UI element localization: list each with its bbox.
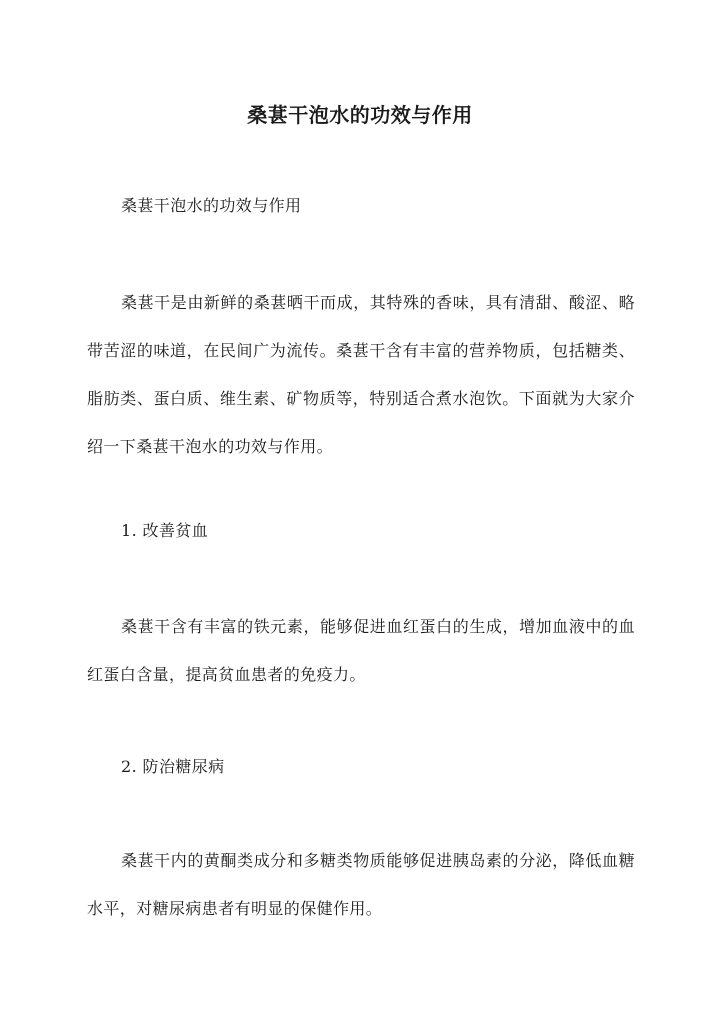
section-body-anemia: 桑葚干含有丰富的铁元素，能够促进血红蛋白的生成，增加血液中的血红蛋白含量，提高贫血患者的免疫力。 xyxy=(87,617,635,684)
document-subtitle: 桑葚干泡水的功效与作用 xyxy=(121,196,302,215)
document-title: 桑葚干泡水的功效与作用 xyxy=(247,103,473,128)
section-body-diabetes: 桑葚干内的黄酮类成分和多糖类物质能够促进胰岛素的分泌，降低血糖水平，对糖尿病患者有明显的保健作用。 xyxy=(87,851,635,918)
intro-paragraph: 桑葚干是由新鲜的桑葚晒干而成，其特殊的香味，具有清甜、酸涩、略带苦涩的味道，在民间广为流传。桑葚干含有丰富的营养物质，包括糖类、脂肪类、蛋白质、维生素、矿物质等，特别适合煮水泡饮。下面就为大家介绍一下桑葚干泡水的功效与作用。 xyxy=(87,293,635,456)
section-heading-anemia: 1. 改善贫血 xyxy=(121,521,209,540)
section-heading-diabetes: 2. 防治糖尿病 xyxy=(121,757,225,776)
